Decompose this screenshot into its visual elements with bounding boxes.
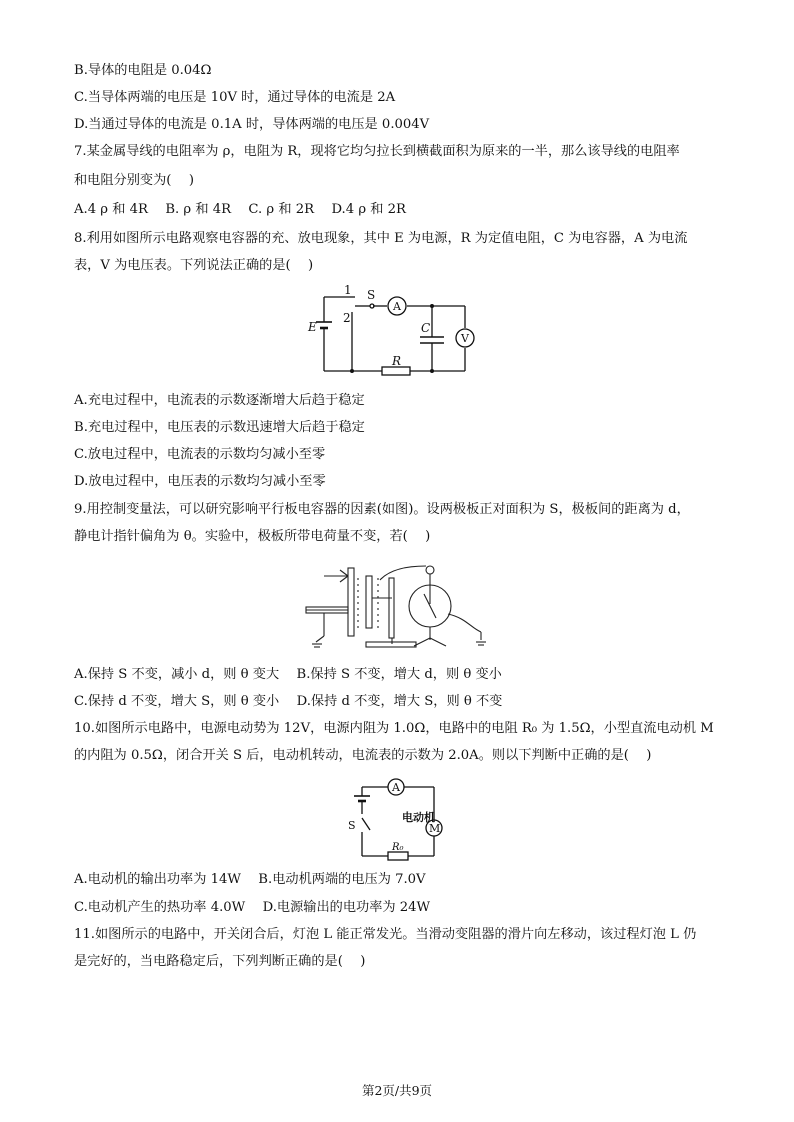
source-e-label: E: [308, 320, 317, 334]
question-8-option-a: A.充电过程中，电流表的示数逐渐增大后趋于稳定: [74, 393, 365, 408]
question-9-line1: 9.用控制变量法，可以研究影响平行板电容器的因素(如图)。设两极板正对面积为 S，极板间的距离为 d，: [74, 502, 690, 517]
question-10-options-cd: C.电动机产生的热功率 4.0W D.电源输出的电功率为 24W: [74, 900, 431, 915]
question-10-options-ab: A.电动机的输出功率为 14W B.电动机两端的电压为 7.0V: [74, 872, 426, 887]
question-8-option-c: C.放电过程中，电流表的示数均匀减小至零: [74, 447, 326, 462]
question-10-line1: 10.如图所示电路中，电源电动势为 12V，电源内阻为 1.0Ω，电路中的电阻 R₀ 为 1.5Ω，小型直流电动机 M: [74, 721, 714, 736]
question-10-line2: 的内阻为 0.5Ω，闭合开关 S 后，电动机转动，电流表的示数为 2.0A。则以下判断中正确的是( ): [74, 748, 652, 763]
switch-s-label: S: [348, 819, 356, 832]
contact-1-label: 1: [344, 283, 352, 297]
figure-8-circuit: [300, 282, 485, 382]
question-9-line2: 静电计指针偏角为 θ。实验中，极板所带电荷量不变，若( ): [74, 529, 431, 544]
option-d-q6: D.当通过导体的电流是 0.1A 时，导体两端的电压是 0.004V: [74, 117, 430, 132]
voltmeter-label: V: [461, 332, 469, 345]
question-7-options: A.4 ρ 和 4R B. ρ 和 4R C. ρ 和 2R D.4 ρ 和 2R: [74, 202, 406, 217]
capacitor-c-label: C: [421, 321, 431, 335]
page-footer: 第2页/共9页: [361, 1083, 433, 1098]
question-8-line2: 表，V 为电压表。下列说法正确的是( ): [74, 258, 314, 273]
contact-2-label: 2: [343, 311, 351, 325]
ammeter-label: A: [393, 300, 401, 313]
figure-10-motor-circuit: [340, 774, 450, 864]
question-8-option-d: D.放电过程中，电压表的示数均匀减小至零: [74, 474, 326, 489]
option-c-q6: C.当导体两端的电压是 10V 时，通过导体的电流是 2A: [74, 90, 396, 105]
question-11-line1: 11.如图所示的电路中，开关闭合后，灯泡 L 能正常发光。当滑动变阻器的滑片向左移动，该过程灯泡 L 仍: [74, 927, 697, 942]
motor-m-label: M: [429, 822, 441, 835]
resistor-r-label: R: [392, 354, 402, 368]
ammeter-label: A: [392, 781, 400, 794]
option-b-q6: B.导体的电阻是 0.04Ω: [74, 63, 212, 78]
figure-9-capacitor-electrometer: [296, 558, 494, 658]
question-11-line2: 是完好的，当电路稳定后，下列判断正确的是( ): [74, 954, 366, 969]
resistor-r0-label: R₀: [392, 842, 404, 853]
question-9-options-cd: C.保持 d 不变，增大 S，则 θ 变小 D.保持 d 不变，增大 S，则 θ 不变: [74, 694, 503, 709]
question-9-options-ab: A.保持 S 不变，减小 d，则 θ 变大 B.保持 S 不变，增大 d，则 θ 变小: [74, 667, 502, 682]
switch-s-label: S: [367, 288, 376, 302]
question-7-line1: 7.某金属导线的电阻率为 ρ，电阻为 R，现将它均匀拉长到横截面积为原来的一半，那么该导线的电阻率: [74, 144, 680, 159]
question-7-line2: 和电阻分别变为( ): [74, 173, 194, 188]
question-8-option-b: B.充电过程中，电压表的示数迅速增大后趋于稳定: [74, 420, 365, 435]
motor-caption: 电动机: [402, 811, 435, 824]
question-8-line1: 8.利用如图所示电路观察电容器的充、放电现象，其中 E 为电源，R 为定值电阻，C 为电容器，A 为电流: [74, 231, 688, 246]
